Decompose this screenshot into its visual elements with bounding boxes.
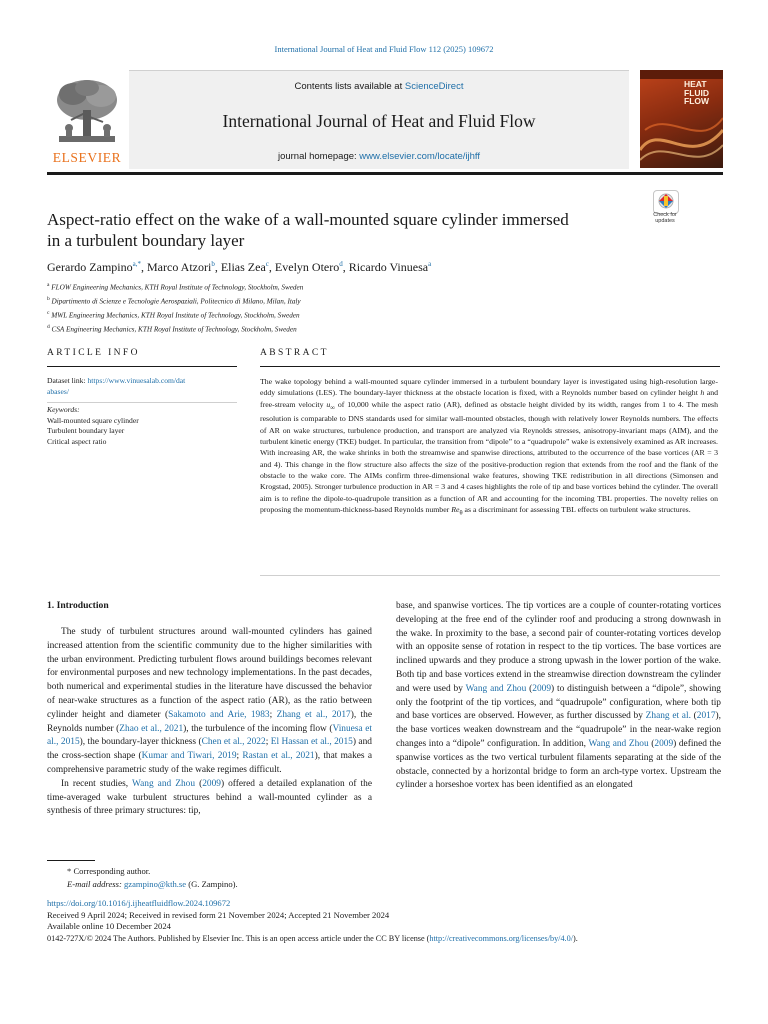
article-info-rule: [47, 366, 237, 367]
check-for-updates-button[interactable]: [645, 190, 685, 230]
body-text: In recent studies,: [61, 778, 133, 789]
journal-homepage-link[interactable]: www.elsevier.com/locate/ijhff: [359, 151, 481, 162]
abstract-symbol-u-subscript: ∞: [330, 404, 335, 412]
citation-link[interactable]: Zhao et al., 2021: [119, 723, 184, 734]
affiliation-text: CSA Engineering Mechanics, KTH Royal Institute of Technology, Stockholm, Sweden: [51, 325, 297, 334]
citation-link[interactable]: Rastan et al., 2021: [242, 751, 315, 762]
abstract-symbol-u: u: [326, 399, 331, 409]
cover-swirl-graphic: [640, 110, 723, 168]
check-for-updates-label: [645, 212, 685, 224]
citation-link[interactable]: Zhang et al.: [645, 711, 691, 722]
paper-title: [47, 209, 637, 251]
abstract-heading: ABSTRACT: [260, 348, 329, 358]
corresponding-line: [47, 865, 447, 878]
license-suffix: ).: [572, 933, 578, 943]
citation-link[interactable]: 2009: [202, 778, 221, 789]
body-text: ;: [265, 737, 271, 748]
introduction-heading: 1. Introduction: [47, 600, 109, 611]
homepage-prefix: journal homepage:: [277, 151, 357, 162]
license-link[interactable]: http://creativecommons.org/licenses/by/4.0/: [429, 933, 573, 943]
abstract-symbol-re-subscript: θ: [459, 509, 463, 517]
keywords-block: [47, 405, 235, 447]
body-text: (: [648, 738, 655, 749]
cover-title-flow: FLOW: [684, 96, 710, 106]
email-line: [47, 878, 447, 891]
abstract-text-part: and free-stream velocity: [260, 388, 718, 409]
doi-link[interactable]: https://doi.org/10.1016/j.ijheatfluidflow.2024.109672: [47, 898, 231, 908]
elsevier-tree-icon: [51, 76, 123, 148]
citation-link[interactable]: 2009: [654, 738, 674, 749]
elsevier-logo[interactable]: [47, 70, 127, 168]
journal-title: International Journal of Heat and Fluid Flow: [222, 111, 536, 131]
received-dates: Received 9 April 2024; Received in revised form 21 November 2024; Accepted 21 November 2024: [47, 909, 390, 920]
body-text: The study of turbulent structures around wall-mounted cylinders has gained increased attention from the scientific community due to the higher similarities with the urban environment. Predicting turbulent flows around buildings becomes relevant for environmental purposes and new technology implementations. In the past decades, both numerical and experimental studies in the literature have discussed the behavior of near-wake structures as a function of the aspect ratio (AR), as the ratio between cylinder height and diameter (: [47, 627, 372, 720]
body-text: ) and the cross-section shape (: [47, 737, 372, 762]
affiliation-text: MWL Engineering Mechanics, KTH Royal Institute of Technology, Stockholm, Sweden: [51, 311, 300, 320]
body-text: (: [526, 683, 533, 694]
article-info-heading: ARTICLE INFO: [47, 348, 140, 358]
body-text: ), the boundary-layer thickness (: [79, 737, 202, 748]
author-name[interactable]: Elias Zea: [220, 260, 266, 274]
journal-masthead: [47, 70, 723, 170]
keyword-item: Wall-mounted square cylinder: [47, 415, 139, 425]
check-label-line2: updates: [655, 218, 675, 224]
abstract-text-part: of 10,000 while the aspect ratio (AR), defined as obstacle height divided by its width, ranges from 1 to 4. The mesh resolution is comparable to DNS standards used for similar wall-mounted obstacles, though with relatively lower Reynolds numbers. The effects of AR on wake structures, turbulence production, and transport are analyzed via Reynolds stresses, anisotropy-invariant maps (AIM), and the turbulent kinetic energy (TKE) budget. In particular, the transition from “dipole” to a “quadrupole” wake is extensively examined as AR increases. With increasing AR, the wake shrinks in both the streamwise and spanwise directions, attributed to the occurrence of the base vortices (AR = 3 and 4). This change in the flow structure also affects the size of the positive-production region that extends from the roof and the flank of the obstacle to the wake core. The AIMs confirm three-dimensional wake features, showing TKE redistribution in all directions (Simonsen and Krogstad, 2005). Stronger turbulence production in AR = 3 and 4 cases highlights the role of tip and base vortices behind the cylinder. The overall aim is to refine the dipole-to-quadrupole transition as a function of AR and accounting for the incoming TBL properties. The novelty relies on proposing the momentum-thickness-based Reynolds number: [260, 399, 718, 514]
author-affiliation-marker[interactable]: b: [211, 260, 215, 268]
intro-paragraph-1: [47, 626, 372, 778]
author-affiliation-marker[interactable]: a: [428, 260, 432, 268]
author-name[interactable]: Marco Atzori: [147, 260, 212, 274]
affiliation-text: Dipartimento di Scienze e Tecnologie Aerospaziali, Politecnico di Milano, Milan, Italy: [51, 297, 301, 306]
dataset-label: Dataset link:: [47, 376, 86, 385]
email-name: (G. Zampino).: [188, 879, 238, 889]
keyword-item: Critical aspect ratio: [47, 436, 107, 446]
affiliation-marker: a: [47, 282, 50, 288]
journal-cover-image[interactable]: [640, 70, 723, 168]
cover-band: [640, 70, 723, 79]
check-label-line1: Check for: [653, 212, 677, 218]
citation-link[interactable]: Zhang et al., 2017: [276, 709, 351, 720]
affiliation-text: FLOW Engineering Mechanics, KTH Royal Institute of Technology, Stockholm, Sweden: [51, 283, 304, 292]
abstract-top-rule: [260, 366, 720, 367]
body-text: ), the base vortices weaken downstream and the “quadrupole” in the near-wake region changes into a “dipole” configuration. In addition,: [396, 711, 721, 749]
affiliation-item: [47, 322, 687, 336]
citation-link[interactable]: Chen et al., 2022: [201, 737, 266, 748]
affiliation-item: [47, 308, 687, 322]
body-text: ;: [236, 751, 243, 762]
intro-paragraph-2: [47, 778, 372, 819]
keywords-label: Keywords:: [47, 405, 80, 414]
author-affiliation-marker[interactable]: a,*: [132, 260, 141, 268]
dataset-info: [47, 376, 235, 397]
citation-link[interactable]: Vinuesa et al., 2015: [47, 723, 372, 748]
author-name[interactable]: Evelyn Otero: [274, 260, 340, 274]
body-text: (: [195, 778, 203, 789]
abstract-symbol-h: h: [700, 388, 705, 398]
corresponding-author-footnote: [47, 865, 447, 891]
body-text: ), the Reynolds number (: [47, 709, 373, 734]
affiliation-marker: d: [47, 323, 50, 330]
citation-link[interactable]: 2009: [532, 683, 551, 694]
homepage-line: [129, 151, 629, 162]
keyword-item: Turbulent boundary layer: [47, 426, 125, 435]
abstract-bottom-rule: [260, 575, 720, 576]
author-name[interactable]: Gerardo Zampino: [47, 260, 133, 274]
email-label: E-mail address:: [67, 879, 122, 889]
contents-prefix: Contents lists available at: [294, 81, 403, 92]
body-text: ), the turbulence of the incoming flow (: [183, 723, 333, 734]
cover-title-heat: HEAT: [684, 79, 707, 89]
author-affiliation-marker[interactable]: d: [339, 260, 343, 268]
author-separator: ,: [342, 260, 349, 274]
body-text: base, and spanwise vortices. The tip vortices are a couple of counter-rotating vortices developing at the free end of the cylinder roof and producing a strong downwash in the wake. In proximity to the base, a second pair of counter-rotating vortices develop with an opposite sense of rotation in respect to the tip vortices. The base vortices are inclined upwards and they produce a strong upwash in the lower portion of the wake. Both tip and base vortices extend in the streamwise direction downstream the cylinder and were used by: [396, 601, 721, 694]
affiliation-marker: c: [47, 309, 50, 316]
sciencedirect-link[interactable]: ScienceDirect: [404, 81, 464, 92]
cover-title: [684, 80, 709, 106]
author-separator: ,: [214, 260, 221, 274]
citation-link[interactable]: El Hassan et al., 2015: [270, 737, 353, 748]
abstract-symbol-re: Re: [451, 504, 460, 514]
crossmark-icon: [653, 190, 679, 214]
corresponding-label: Corresponding author.: [73, 866, 151, 876]
affiliation-list: [47, 280, 687, 336]
citation-link[interactable]: Kumar and Tiwari, 2019: [141, 751, 237, 762]
keywords-rule: [47, 402, 237, 403]
author-email-link[interactable]: gzampino@kth.se: [123, 879, 187, 889]
body-text: ) to distinguish between a “dipole”, showing only the footprint of the tip vortices, and “quadrupole” configuration, where both tip and base vortices are observed. However, as further discussed by: [396, 683, 721, 722]
citation-link[interactable]: Wang and Zhou: [465, 683, 527, 694]
citation-link[interactable]: Wang and Zhou: [132, 778, 196, 789]
paper-title-line2: in a turbulent boundary layer: [47, 231, 245, 250]
license-text: 0142-727X/© 2024 The Authors. Published by Elsevier Inc. This is an open access article under the CC BY license (: [47, 933, 430, 943]
contents-line: [129, 81, 629, 92]
body-left-column: [47, 626, 372, 819]
footnote-star: *: [67, 866, 72, 876]
journal-citation[interactable]: International Journal of Heat and Fluid Flow 112 (2025) 109672: [274, 44, 494, 54]
intro-paragraph-2-continued: [396, 600, 721, 793]
abstract-text-part: The wake topology behind a wall-mounted square cylinder immersed in a turbulent boundary layer is investigated using high-resolution large-eddy simulations (LES). The boundary-layer thickness at the obstacle location is fixed, with a Reynolds number based on cylinder height: [260, 377, 718, 398]
citation-link[interactable]: 2017: [696, 711, 716, 722]
cover-title-fluid: FLUID: [684, 87, 710, 98]
body-right-column: [396, 600, 721, 793]
abstract-text-part: as a discriminant for assessing TBL effects on turbulent wake structures.: [462, 504, 691, 514]
license-line: [47, 933, 727, 945]
publication-metadata: [47, 898, 727, 944]
affiliation-item: [47, 294, 687, 308]
footnote-rule: [47, 860, 95, 861]
affiliation-marker: b: [47, 295, 50, 302]
abstract-body: [260, 376, 718, 519]
body-text: ;: [269, 709, 277, 720]
dataset-link[interactable]: https://www.vinuesalab.com/dat: [87, 376, 186, 385]
elsevier-wordmark: ELSEVIER: [52, 150, 122, 165]
dataset-link-continued[interactable]: abases/: [47, 386, 69, 396]
author-separator: ,: [268, 260, 275, 274]
author-affiliation-marker[interactable]: c: [265, 260, 269, 268]
citation-link[interactable]: Sakamoto and Arie, 1983: [168, 709, 270, 720]
paper-title-line1: Aspect-ratio effect on the wake of a wall-mounted square cylinder immersed: [47, 210, 569, 229]
body-text: ) offered a detailed explanation of the time-averaged wake turbulent structures behind a wall-mounted cylinder as a synthesis of three primary structures: tip,: [47, 778, 372, 817]
author-name[interactable]: Ricardo Vinuesa: [348, 260, 429, 274]
body-text: ) defined the spanwise vortices as the two vertical turbulent filaments separating at the side of the obstacle, connected by a horizontal bridge to form an arch-type vortex. Upstream the cylinder a horseshoe vortex has been identified as an elongated: [396, 738, 722, 791]
masthead-center: [129, 70, 629, 169]
author-separator: ,: [141, 260, 147, 274]
body-text: ), that makes a comprehensive parametric study of the wake regimes difficult.: [47, 751, 372, 775]
masthead-rule: [47, 172, 723, 175]
affiliation-item: [47, 280, 687, 294]
citation-link[interactable]: Wang and Zhou: [588, 738, 649, 749]
author-list: [47, 260, 687, 275]
available-online-date: Available online 10 December 2024: [47, 921, 171, 932]
body-text: (: [690, 711, 697, 722]
